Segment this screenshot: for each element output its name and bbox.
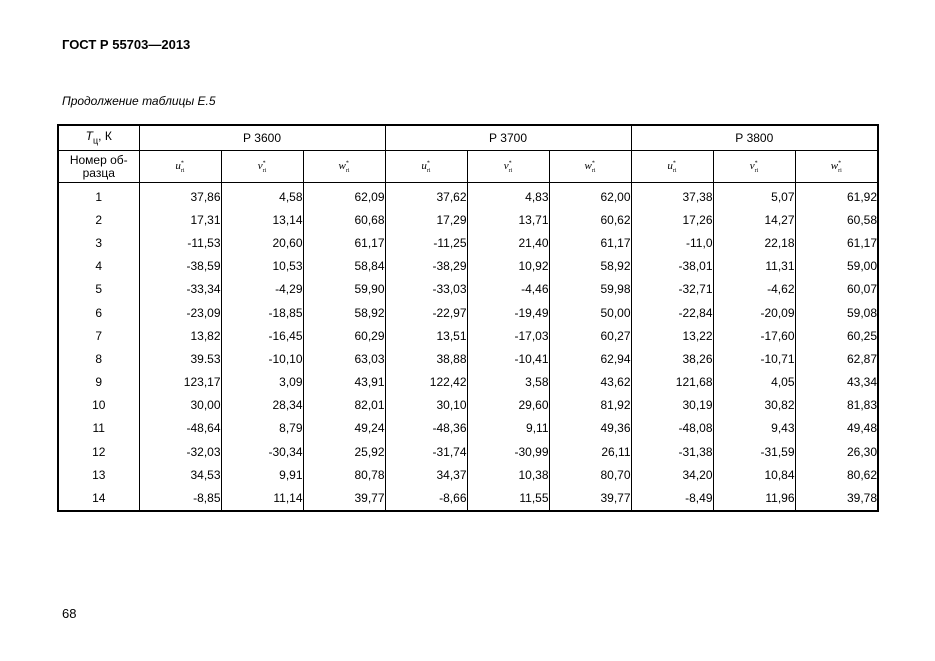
variable-subscript: ri xyxy=(754,168,759,175)
variable-letter: v xyxy=(503,159,509,172)
value-cell: 81,83 xyxy=(795,394,878,417)
value-cell: 3,58 xyxy=(467,371,549,394)
value-cell: 43,34 xyxy=(795,371,878,394)
value-cell: 61,17 xyxy=(795,231,878,254)
group-header: Р 3800 xyxy=(631,125,878,151)
value-cell: 13,51 xyxy=(385,324,467,347)
value-cell: 60,62 xyxy=(549,208,631,231)
value-cell: 26,30 xyxy=(795,440,878,463)
value-cell: 50,00 xyxy=(549,301,631,324)
sample-number-header xyxy=(58,151,139,183)
variable-subscript: ri xyxy=(508,168,513,175)
value-cell: 34,53 xyxy=(139,463,221,486)
value-cell: 9,43 xyxy=(713,417,795,440)
corner-header-cell xyxy=(58,125,139,151)
value-cell: -18,85 xyxy=(221,301,303,324)
variable-letter: w xyxy=(338,159,346,172)
value-cell: -31,38 xyxy=(631,440,713,463)
sample-number-label: Номер об-разца xyxy=(69,152,128,180)
document-header: ГОСТ Р 55703—2013 xyxy=(62,37,191,52)
value-cell: 10,84 xyxy=(713,463,795,486)
table-row xyxy=(58,417,878,440)
table-row xyxy=(58,463,878,486)
variable-letter: u xyxy=(667,159,673,172)
value-cell: -17,03 xyxy=(467,324,549,347)
value-cell: 38,26 xyxy=(631,347,713,370)
value-cell: 17,29 xyxy=(385,208,467,231)
sample-number-cell: 1 xyxy=(58,183,139,209)
value-cell: 60,68 xyxy=(303,208,385,231)
value-cell: 30,10 xyxy=(385,394,467,417)
value-cell: 30,82 xyxy=(713,394,795,417)
value-cell: 58,92 xyxy=(549,255,631,278)
value-cell: 37,62 xyxy=(385,183,467,209)
value-cell: 14,27 xyxy=(713,208,795,231)
value-cell: -19,49 xyxy=(467,301,549,324)
value-cell: -4,29 xyxy=(221,278,303,301)
variable-superscript: * xyxy=(508,160,512,167)
table-row xyxy=(58,183,878,209)
value-cell: 61,17 xyxy=(303,231,385,254)
value-cell: -31,74 xyxy=(385,440,467,463)
variable-header xyxy=(385,151,467,183)
value-cell: 37,86 xyxy=(139,183,221,209)
value-cell: 49,36 xyxy=(549,417,631,440)
value-cell: 29,60 xyxy=(467,394,549,417)
variable-symbol xyxy=(257,159,267,175)
value-cell: 4,58 xyxy=(221,183,303,209)
table-row xyxy=(58,394,878,417)
value-cell: 20,60 xyxy=(221,231,303,254)
variable-symbol xyxy=(338,159,350,175)
value-cell: 25,92 xyxy=(303,440,385,463)
value-cell: -38,59 xyxy=(139,255,221,278)
variable-header xyxy=(795,151,878,183)
value-cell: 62,00 xyxy=(549,183,631,209)
value-cell: 60,29 xyxy=(303,324,385,347)
value-cell: 60,25 xyxy=(795,324,878,347)
variable-header xyxy=(631,151,713,183)
variable-letter: u xyxy=(421,159,427,172)
value-cell: -30,99 xyxy=(467,440,549,463)
value-cell: 63,03 xyxy=(303,347,385,370)
value-cell: 34,37 xyxy=(385,463,467,486)
value-cell: -48,64 xyxy=(139,417,221,440)
value-cell: 61,92 xyxy=(795,183,878,209)
variable-subscript: ri xyxy=(591,168,596,175)
variable-superscript: * xyxy=(262,160,266,167)
variable-header xyxy=(139,151,221,183)
value-cell: 11,14 xyxy=(221,486,303,511)
sample-number-cell: 4 xyxy=(58,255,139,278)
value-cell: 11,55 xyxy=(467,486,549,511)
value-cell: 43,91 xyxy=(303,371,385,394)
variable-symbol xyxy=(175,159,185,175)
value-cell: 39,77 xyxy=(303,486,385,511)
variable-subscript: ri xyxy=(180,168,185,175)
sample-number-cell: 14 xyxy=(58,486,139,511)
value-cell: -33,34 xyxy=(139,278,221,301)
value-cell: 59,00 xyxy=(795,255,878,278)
variable-symbol xyxy=(667,159,677,175)
value-cell: 4,83 xyxy=(467,183,549,209)
value-cell: 61,17 xyxy=(549,231,631,254)
variable-header xyxy=(221,151,303,183)
variable-symbol xyxy=(584,159,596,175)
value-cell: 9,11 xyxy=(467,417,549,440)
value-cell: 13,22 xyxy=(631,324,713,347)
value-cell: 82,01 xyxy=(303,394,385,417)
value-cell: 13,71 xyxy=(467,208,549,231)
variable-superscript: * xyxy=(672,160,676,167)
value-cell: 62,09 xyxy=(303,183,385,209)
value-cell: 58,92 xyxy=(303,301,385,324)
value-cell: 80,78 xyxy=(303,463,385,486)
value-cell: -20,09 xyxy=(713,301,795,324)
variable-superscript: * xyxy=(345,160,349,167)
value-cell: 49,24 xyxy=(303,417,385,440)
value-cell: 59,08 xyxy=(795,301,878,324)
value-cell: -22,97 xyxy=(385,301,467,324)
table-row xyxy=(58,208,878,231)
value-cell: 8,79 xyxy=(221,417,303,440)
variable-letter: w xyxy=(830,159,839,172)
variable-header xyxy=(713,151,795,183)
group-header: Р 3700 xyxy=(385,125,631,151)
value-cell: -8,85 xyxy=(139,486,221,511)
value-cell: 26,11 xyxy=(549,440,631,463)
sample-number-cell: 2 xyxy=(58,208,139,231)
value-cell: 80,62 xyxy=(795,463,878,486)
value-cell: -38,01 xyxy=(631,255,713,278)
value-cell: -11,25 xyxy=(385,231,467,254)
variable-letter: u xyxy=(175,159,181,172)
sample-number-cell: 5 xyxy=(58,278,139,301)
value-cell: 122,42 xyxy=(385,371,467,394)
variable-letter: w xyxy=(584,159,592,172)
table-caption: Продолжение таблицы Е.5 xyxy=(62,94,216,108)
value-cell: -11,0 xyxy=(631,231,713,254)
value-cell: 10,53 xyxy=(221,255,303,278)
value-cell: 38,88 xyxy=(385,347,467,370)
sample-number-cell: 7 xyxy=(58,324,139,347)
sample-number-cell: 9 xyxy=(58,371,139,394)
value-cell: 22,18 xyxy=(713,231,795,254)
sample-number-cell: 13 xyxy=(58,463,139,486)
table-row xyxy=(58,278,878,301)
value-cell: -32,03 xyxy=(139,440,221,463)
value-cell: 34,20 xyxy=(631,463,713,486)
value-cell: 123,17 xyxy=(139,371,221,394)
value-cell: -48,08 xyxy=(631,417,713,440)
variable-header xyxy=(303,151,385,183)
value-cell: -48,36 xyxy=(385,417,467,440)
value-cell: 60,07 xyxy=(795,278,878,301)
value-cell: -8,66 xyxy=(385,486,467,511)
variable-header xyxy=(467,151,549,183)
data-table xyxy=(57,124,879,512)
value-cell: -8,49 xyxy=(631,486,713,511)
sample-number-cell: 12 xyxy=(58,440,139,463)
value-cell: -10,10 xyxy=(221,347,303,370)
value-cell: 9,91 xyxy=(221,463,303,486)
variable-symbol xyxy=(503,159,513,175)
value-cell: -4,46 xyxy=(467,278,549,301)
variable-subscript: ri xyxy=(672,168,677,175)
value-cell: 80,70 xyxy=(549,463,631,486)
group-header: Р 3600 xyxy=(139,125,385,151)
table-row xyxy=(58,486,878,511)
variable-superscript: * xyxy=(754,160,758,167)
value-cell: -33,03 xyxy=(385,278,467,301)
variable-superscript: * xyxy=(591,160,595,167)
variable-letter: v xyxy=(749,159,755,172)
value-cell: -4,62 xyxy=(713,278,795,301)
value-cell: -23,09 xyxy=(139,301,221,324)
value-cell: 17,31 xyxy=(139,208,221,231)
value-cell: -22,84 xyxy=(631,301,713,324)
sample-number-cell: 8 xyxy=(58,347,139,370)
value-cell: 28,34 xyxy=(221,394,303,417)
value-cell: -30,34 xyxy=(221,440,303,463)
value-cell: 60,27 xyxy=(549,324,631,347)
variable-symbol xyxy=(749,159,759,175)
table-row xyxy=(58,440,878,463)
value-cell: 62,94 xyxy=(549,347,631,370)
value-cell: 39,77 xyxy=(549,486,631,511)
temperature-symbol: T xyxy=(85,129,93,144)
value-cell: 37,38 xyxy=(631,183,713,209)
value-cell: -17,60 xyxy=(713,324,795,347)
value-cell: -11,53 xyxy=(139,231,221,254)
variable-header xyxy=(549,151,631,183)
sample-number-cell: 10 xyxy=(58,394,139,417)
value-cell: 10,38 xyxy=(467,463,549,486)
variable-subscript: ri xyxy=(262,168,267,175)
value-cell: 10,92 xyxy=(467,255,549,278)
variable-symbol xyxy=(830,159,842,175)
variable-subscript: ri xyxy=(345,168,350,175)
table-row xyxy=(58,255,878,278)
value-cell: -38,29 xyxy=(385,255,467,278)
table-row xyxy=(58,231,878,254)
value-cell: 13,14 xyxy=(221,208,303,231)
value-cell: 62,87 xyxy=(795,347,878,370)
value-cell: 11,31 xyxy=(713,255,795,278)
value-cell: -31,59 xyxy=(713,440,795,463)
variable-subscript: ri xyxy=(838,168,842,175)
table-row xyxy=(58,324,878,347)
variable-superscript: * xyxy=(180,160,184,167)
value-cell: 17,26 xyxy=(631,208,713,231)
value-cell: -10,71 xyxy=(713,347,795,370)
value-cell: 121,68 xyxy=(631,371,713,394)
value-cell: -32,71 xyxy=(631,278,713,301)
sample-number-cell: 3 xyxy=(58,231,139,254)
table-row xyxy=(58,347,878,370)
variable-superscript: * xyxy=(426,160,430,167)
value-cell: 59,98 xyxy=(549,278,631,301)
value-cell: 30,19 xyxy=(631,394,713,417)
table-row xyxy=(58,301,878,324)
value-cell: -10,41 xyxy=(467,347,549,370)
value-cell: -16,45 xyxy=(221,324,303,347)
value-cell: 59,90 xyxy=(303,278,385,301)
value-cell: 60,58 xyxy=(795,208,878,231)
sample-number-cell: 6 xyxy=(58,301,139,324)
value-cell: 13,82 xyxy=(139,324,221,347)
value-cell: 3,09 xyxy=(221,371,303,394)
value-cell: 30,00 xyxy=(139,394,221,417)
variable-symbol xyxy=(421,159,431,175)
variable-subscript: ri xyxy=(426,168,431,175)
variable-letter: v xyxy=(257,159,263,172)
value-cell: 5,07 xyxy=(713,183,795,209)
value-cell: 58,84 xyxy=(303,255,385,278)
variable-superscript: * xyxy=(838,160,842,167)
value-cell: 21,40 xyxy=(467,231,549,254)
page-number: 68 xyxy=(62,606,77,621)
temperature-unit: , К xyxy=(98,129,112,144)
value-cell: 39.53 xyxy=(139,347,221,370)
value-cell: 11,96 xyxy=(713,486,795,511)
value-cell: 81,92 xyxy=(549,394,631,417)
value-cell: 39,78 xyxy=(795,486,878,511)
value-cell: 49,48 xyxy=(795,417,878,440)
value-cell: 4,05 xyxy=(713,371,795,394)
table-row xyxy=(58,371,878,394)
sample-number-cell: 11 xyxy=(58,417,139,440)
value-cell: 43,62 xyxy=(549,371,631,394)
temperature-subscript: ц xyxy=(93,135,99,146)
